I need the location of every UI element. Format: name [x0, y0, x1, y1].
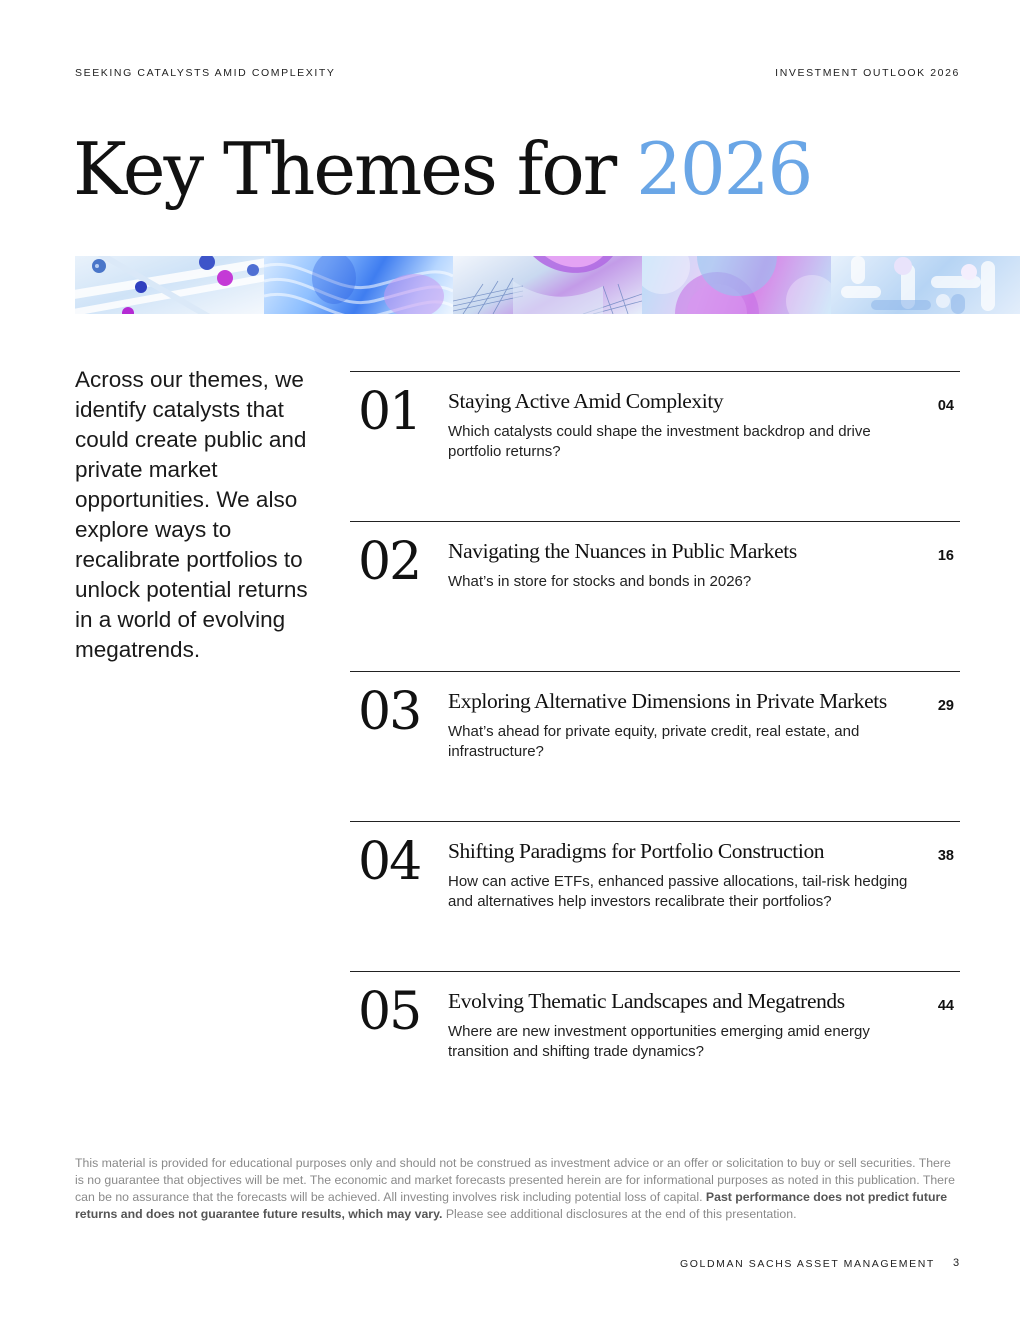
- theme-number: 03: [358, 682, 421, 742]
- theme-number: 02: [358, 532, 421, 592]
- theme-title: Exploring Alternative Dimensions in Private Markets: [448, 689, 887, 713]
- decorative-banner: [75, 256, 1020, 314]
- disclaimer: [75, 1155, 960, 1223]
- theme-title: Evolving Thematic Landscapes and Megatrends: [448, 989, 845, 1013]
- theme-description: What’s ahead for private equity, private credit, real estate, and infrastructure?: [448, 723, 860, 760]
- theme-row-03[interactable]: [350, 671, 960, 821]
- footer-page-number: 3: [953, 1257, 960, 1269]
- disclaimer-text: This material is provided for educational purposes only and should not be construed as investment advice or an offer or solicitation to buy or sell securities. There is no guarantee that objectives will be met. The economic and market forecasts presented herein are for informational purposes as noted in this publication. There can be no assurance that the forecasts will be achieved. All investing involves risk including potential loss of capital.: [75, 1156, 955, 1204]
- intro-text: Across our themes, we identify catalysts that could create public and private market opportunities. We also explore ways to recalibrate portfolios to unlock potential returns in a world of evolving megatrends.: [75, 367, 308, 662]
- theme-title: Navigating the Nuances in Public Markets: [448, 539, 797, 563]
- page-title-accent: 2026: [636, 127, 812, 211]
- running-header-right: INVESTMENT OUTLOOK 2026: [775, 67, 960, 79]
- theme-description: Which catalysts could shape the investment backdrop and drive portfolio returns?: [448, 423, 871, 460]
- running-header-left: SEEKING CATALYSTS AMID COMPLEXITY: [75, 67, 336, 79]
- theme-page-number[interactable]: 04: [937, 398, 954, 414]
- disclaimer-tail: Please see additional disclosures at the end of this presentation.: [442, 1207, 797, 1221]
- disclaimer-bold: Past performance does not predict future returns and does not guarantee future results, which may vary.: [75, 1190, 948, 1221]
- page-title: [73, 127, 812, 211]
- theme-number: 01: [358, 382, 421, 442]
- theme-title: Shifting Paradigms for Portfolio Construction: [448, 839, 825, 863]
- banner-panel-spheres: [75, 256, 264, 314]
- theme-page-number[interactable]: 29: [937, 698, 954, 714]
- theme-number: 05: [358, 982, 421, 1042]
- theme-row-02[interactable]: [350, 521, 960, 671]
- theme-number: 04: [358, 832, 421, 892]
- theme-row-01[interactable]: [350, 371, 960, 521]
- banner-panel-orbs: [642, 256, 831, 314]
- footer-company: GOLDMAN SACHS ASSET MANAGEMENT: [680, 1258, 935, 1270]
- theme-page-number[interactable]: 38: [937, 848, 954, 864]
- theme-title: Staying Active Amid Complexity: [448, 389, 724, 413]
- theme-description: What’s in store for stocks and bonds in 2026?: [448, 573, 752, 590]
- theme-page-number[interactable]: 16: [937, 548, 954, 564]
- theme-row-05[interactable]: [350, 971, 960, 1121]
- banner-panel-waves: [264, 256, 453, 314]
- theme-page-number[interactable]: 44: [937, 998, 954, 1014]
- theme-description: Where are new investment opportunities emerging amid energy transition and shifting trade dynamics?: [448, 1023, 870, 1060]
- theme-description: How can active ETFs, enhanced passive allocations, tail-risk hedging and alternatives help investors recalibrate their portfolios?: [448, 873, 908, 910]
- page-title-main: Key Themes for: [73, 127, 637, 211]
- themes-list: [350, 371, 960, 1121]
- banner-panel-maze: [831, 256, 1020, 314]
- banner-panel-grid-shape: [453, 256, 642, 314]
- theme-row-04[interactable]: [350, 821, 960, 971]
